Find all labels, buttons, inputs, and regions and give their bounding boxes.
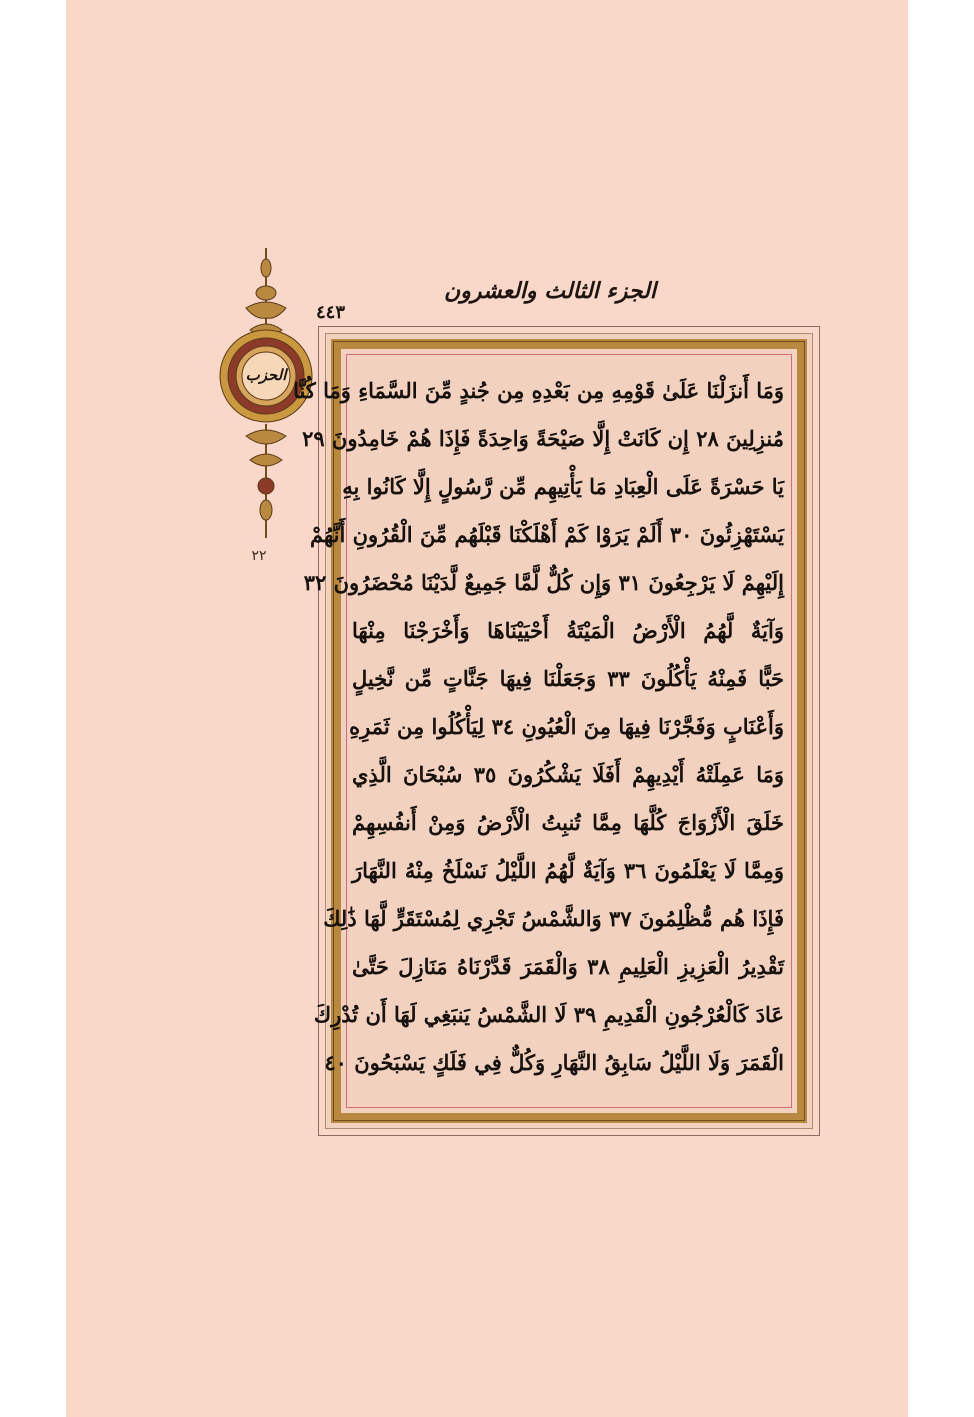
side-number: ٢٢ <box>251 548 267 564</box>
ornament-label: الحزب <box>245 366 287 384</box>
verse-line: حَبًّا فَمِنْهُ يَأْكُلُونَ ٣٣ وَجَعَلْنَا فِيهَا جَنَّاتٍ مِّن نَّخِيلٍ <box>352 666 785 691</box>
verse-text-block <box>293 368 785 1096</box>
verse-line: خَلَقَ الْأَزْوَاجَ كُلَّهَا مِمَّا تُنبِتُ الْأَرْضُ وَمِنْ أَنفُسِهِمْ <box>352 810 784 835</box>
verse-line: فَإِذَا هُم مُّظْلِمُونَ ٣٧ وَالشَّمْسُ تَجْرِي لِمُسْتَقَرٍّ لَّهَا ذَٰلِكَ <box>323 906 784 931</box>
verse-line: عَادَ كَالْعُرْجُونِ الْقَدِيمِ ٣٩ لَا الشَّمْسُ يَنبَغِي لَهَا أَن تُدْرِكَ <box>313 1002 784 1027</box>
verse-line: يَسْتَهْزِئُونَ ٣٠ أَلَمْ يَرَوْا كَمْ أَهْلَكْنَا قَبْلَهُم مِّنَ الْقُرُونِ أَنَّهُمْ <box>309 522 784 547</box>
juz-title: الجزء الثالث والعشرون <box>444 278 656 304</box>
verse-line: وَمَا أَنزَلْنَا عَلَىٰ قَوْمِهِ مِن بَعْدِهِ مِن جُندٍ مِّنَ السَّمَاءِ وَمَا كُنَّا <box>293 378 784 403</box>
verse-line: إِلَيْهِمْ لَا يَرْجِعُونَ ٣١ وَإِن كُلٌّ لَّمَّا جَمِيعٌ لَّدَيْنَا مُحْضَرُونَ ٣٢ <box>303 570 784 595</box>
verse-line: يَا حَسْرَةً عَلَى الْعِبَادِ مَا يَأْتِيهِم مِّن رَّسُولٍ إِلَّا كَانُوا بِهِ <box>342 474 784 499</box>
verse-line: وَآيَةٌ لَّهُمُ الْأَرْضُ الْمَيْتَةُ أَحْيَيْنَاهَا وَأَخْرَجْنَا مِنْهَا <box>352 618 784 643</box>
page-number: ٤٤٣ <box>316 302 346 323</box>
verse-line: وَأَعْنَابٍ وَفَجَّرْنَا فِيهَا مِنَ الْعُيُونِ ٣٤ لِيَأْكُلُوا مِن ثَمَرِهِ <box>349 714 784 739</box>
verse-line: الْقَمَرَ وَلَا اللَّيْلُ سَابِقُ النَّهَارِ وَكُلٌّ فِي فَلَكٍ يَسْبَحُونَ ٤٠ <box>324 1050 784 1075</box>
verse-line: وَمِمَّا لَا يَعْلَمُونَ ٣٦ وَآيَةٌ لَّهُمُ اللَّيْلُ نَسْلَخُ مِنْهُ النَّهَارَ <box>352 858 784 883</box>
verse-line: وَمَا عَمِلَتْهُ أَيْدِيهِمْ أَفَلَا يَشْكُرُونَ ٣٥ سُبْحَانَ الَّذِي <box>352 762 784 787</box>
verse-line: مُنزِلِينَ ٢٨ إِن كَانَتْ إِلَّا صَيْحَةً وَاحِدَةً فَإِذَا هُمْ خَامِدُونَ ٢٩ <box>302 426 784 451</box>
verse-line: تَقْدِيرُ الْعَزِيزِ الْعَلِيمِ ٣٨ وَالْقَمَرَ قَدَّرْنَاهُ مَنَازِلَ حَتَّىٰ <box>352 954 785 979</box>
